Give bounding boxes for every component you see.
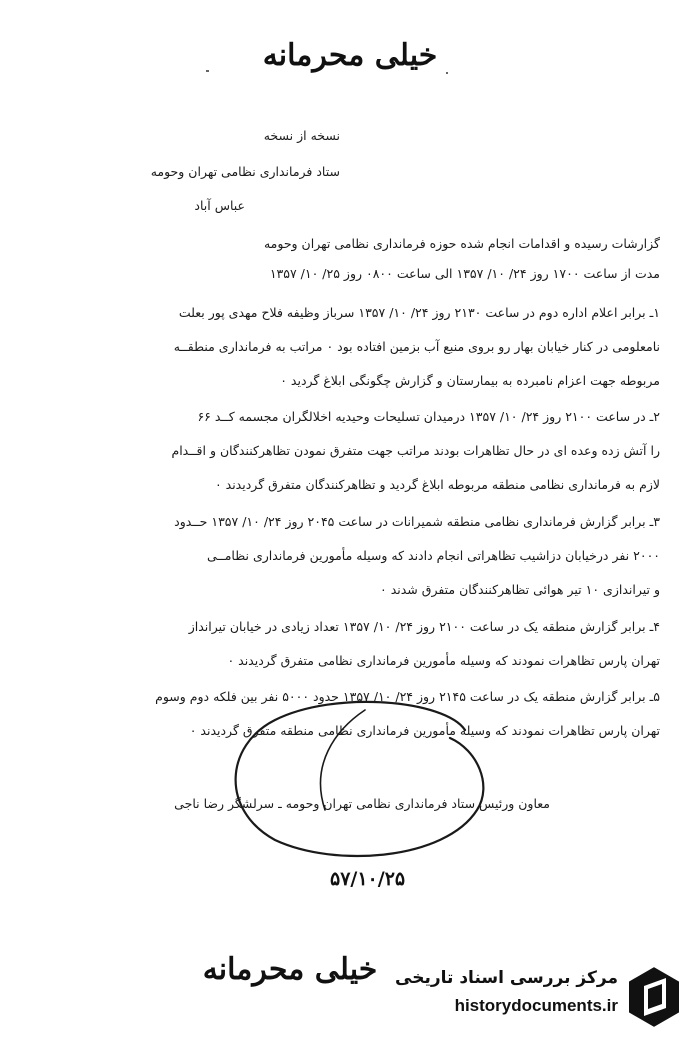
handwritten-date: ۵۷/۱۰/۲۵	[330, 868, 406, 890]
item-line: تهران پارس تظاهرات نمودند که وسیله مأمورین فرمانداری نظامی منطقه متفرق گردیدند ۰	[189, 723, 660, 738]
location-line: عباس آباد	[194, 198, 245, 213]
signatory-line: معاون ورئیس ستاد فرمانداری نظامی تهران وحومه ـ سرلشگر رضا ناجی	[174, 796, 550, 811]
report-item-2	[40, 400, 660, 502]
item-line: مربوطه جهت اعزام نامبرده به بیمارستان و گزارش چگونگی ابلاغ گردید ۰	[280, 373, 660, 388]
watermark-url: historydocuments.ir	[454, 996, 618, 1015]
report-item-4	[40, 610, 660, 678]
item-line: ۳ـ برابر گزارش فرمانداری نظامی منطقه شمیرانات در ساعت ۲۰۴۵ روز ۲۴/ ۱۰/ ۱۳۵۷ حــدود	[174, 514, 660, 529]
item-line: و تیراندازی ۱۰ تیر هوائی تظاهرکنندگان متفرق شدند ۰	[380, 582, 660, 597]
scan-speck	[446, 72, 448, 74]
report-title: گزارشات رسیده و اقدامات انجام شده حوزه فرمانداری نظامی تهران وحومه	[263, 236, 660, 251]
scan-speck	[206, 70, 209, 72]
report-period: مدت از ساعت ۱۷۰۰ روز ۲۴/ ۱۰/ ۱۳۵۷ الی ساعت ۰۸۰۰ روز ۲۵/ ۱۰/ ۱۳۵۷	[269, 266, 660, 281]
item-line: لازم به فرمانداری نظامی منطقه مربوطه ابلاغ گردید و تظاهرکنندگان متفرق گردیدند ۰	[214, 477, 660, 492]
classification-header: خیلی محرمانه	[262, 38, 438, 73]
item-line: نامعلومی در کنار خیابان بهار رو بروی منبع آب بزمین افتاده بود ۰ مراتب به فرمانداری منطقــه	[173, 339, 660, 354]
watermark-logo	[388, 958, 688, 1038]
report-item-1	[40, 296, 660, 398]
item-line: تهران پارس تظاهرات نمودند که وسیله مأمورین فرمانداری نظامی متفرق گردیدند ۰	[227, 653, 660, 668]
copy-line: نسخه از نسخه	[263, 128, 340, 143]
watermark-title: مرکز بررسی اسناد تاریخی	[395, 968, 618, 988]
item-line: ۱ـ برابر اعلام اداره دوم در ساعت ۲۱۳۰ روز ۲۴/ ۱۰/ ۱۳۵۷ سرباز وظیفه فلاح مهدی پور بعلت	[178, 305, 660, 320]
item-line: ۲ـ در ساعت ۲۱۰۰ روز ۲۴/ ۱۰/ ۱۳۵۷ درمیدان تسلیحات وحیدیه اخلالگران مجسمه کــد ۶۶	[197, 409, 660, 424]
item-line: ۲۰۰۰ نفر درخیابان دزاشیب تظاهراتی انجام دادند که وسیله مأمورین فرمانداری نظامــی	[206, 548, 660, 563]
handwritten-signature	[215, 690, 495, 870]
item-line: ۴ـ برابر گزارش منطقه یک در ساعت ۲۱۰۰ روز ۲۴/ ۱۰/ ۱۳۵۷ تعداد زیادی در خیابان تیرانداز	[188, 619, 660, 634]
archive-logo-icon	[624, 964, 684, 1030]
recipient-line: ستاد فرمانداری نظامی تهران وحومه	[150, 164, 340, 179]
report-item-3	[40, 505, 660, 607]
classification-footer: خیلی محرمانه	[202, 952, 378, 987]
item-line: را آتش زده وعده ای در حال تظاهرات بودند مراتب جهت متفرق نمودن تظاهرکنندگان و اقــدام	[171, 443, 660, 458]
item-line: ۵ـ برابر گزارش منطقه یک در ساعت ۲۱۴۵ روز ۲۴/ ۱۰/ ۱۳۵۷ حدود ۵۰۰۰ نفر بین فلکه دوم وسوم	[155, 689, 660, 704]
